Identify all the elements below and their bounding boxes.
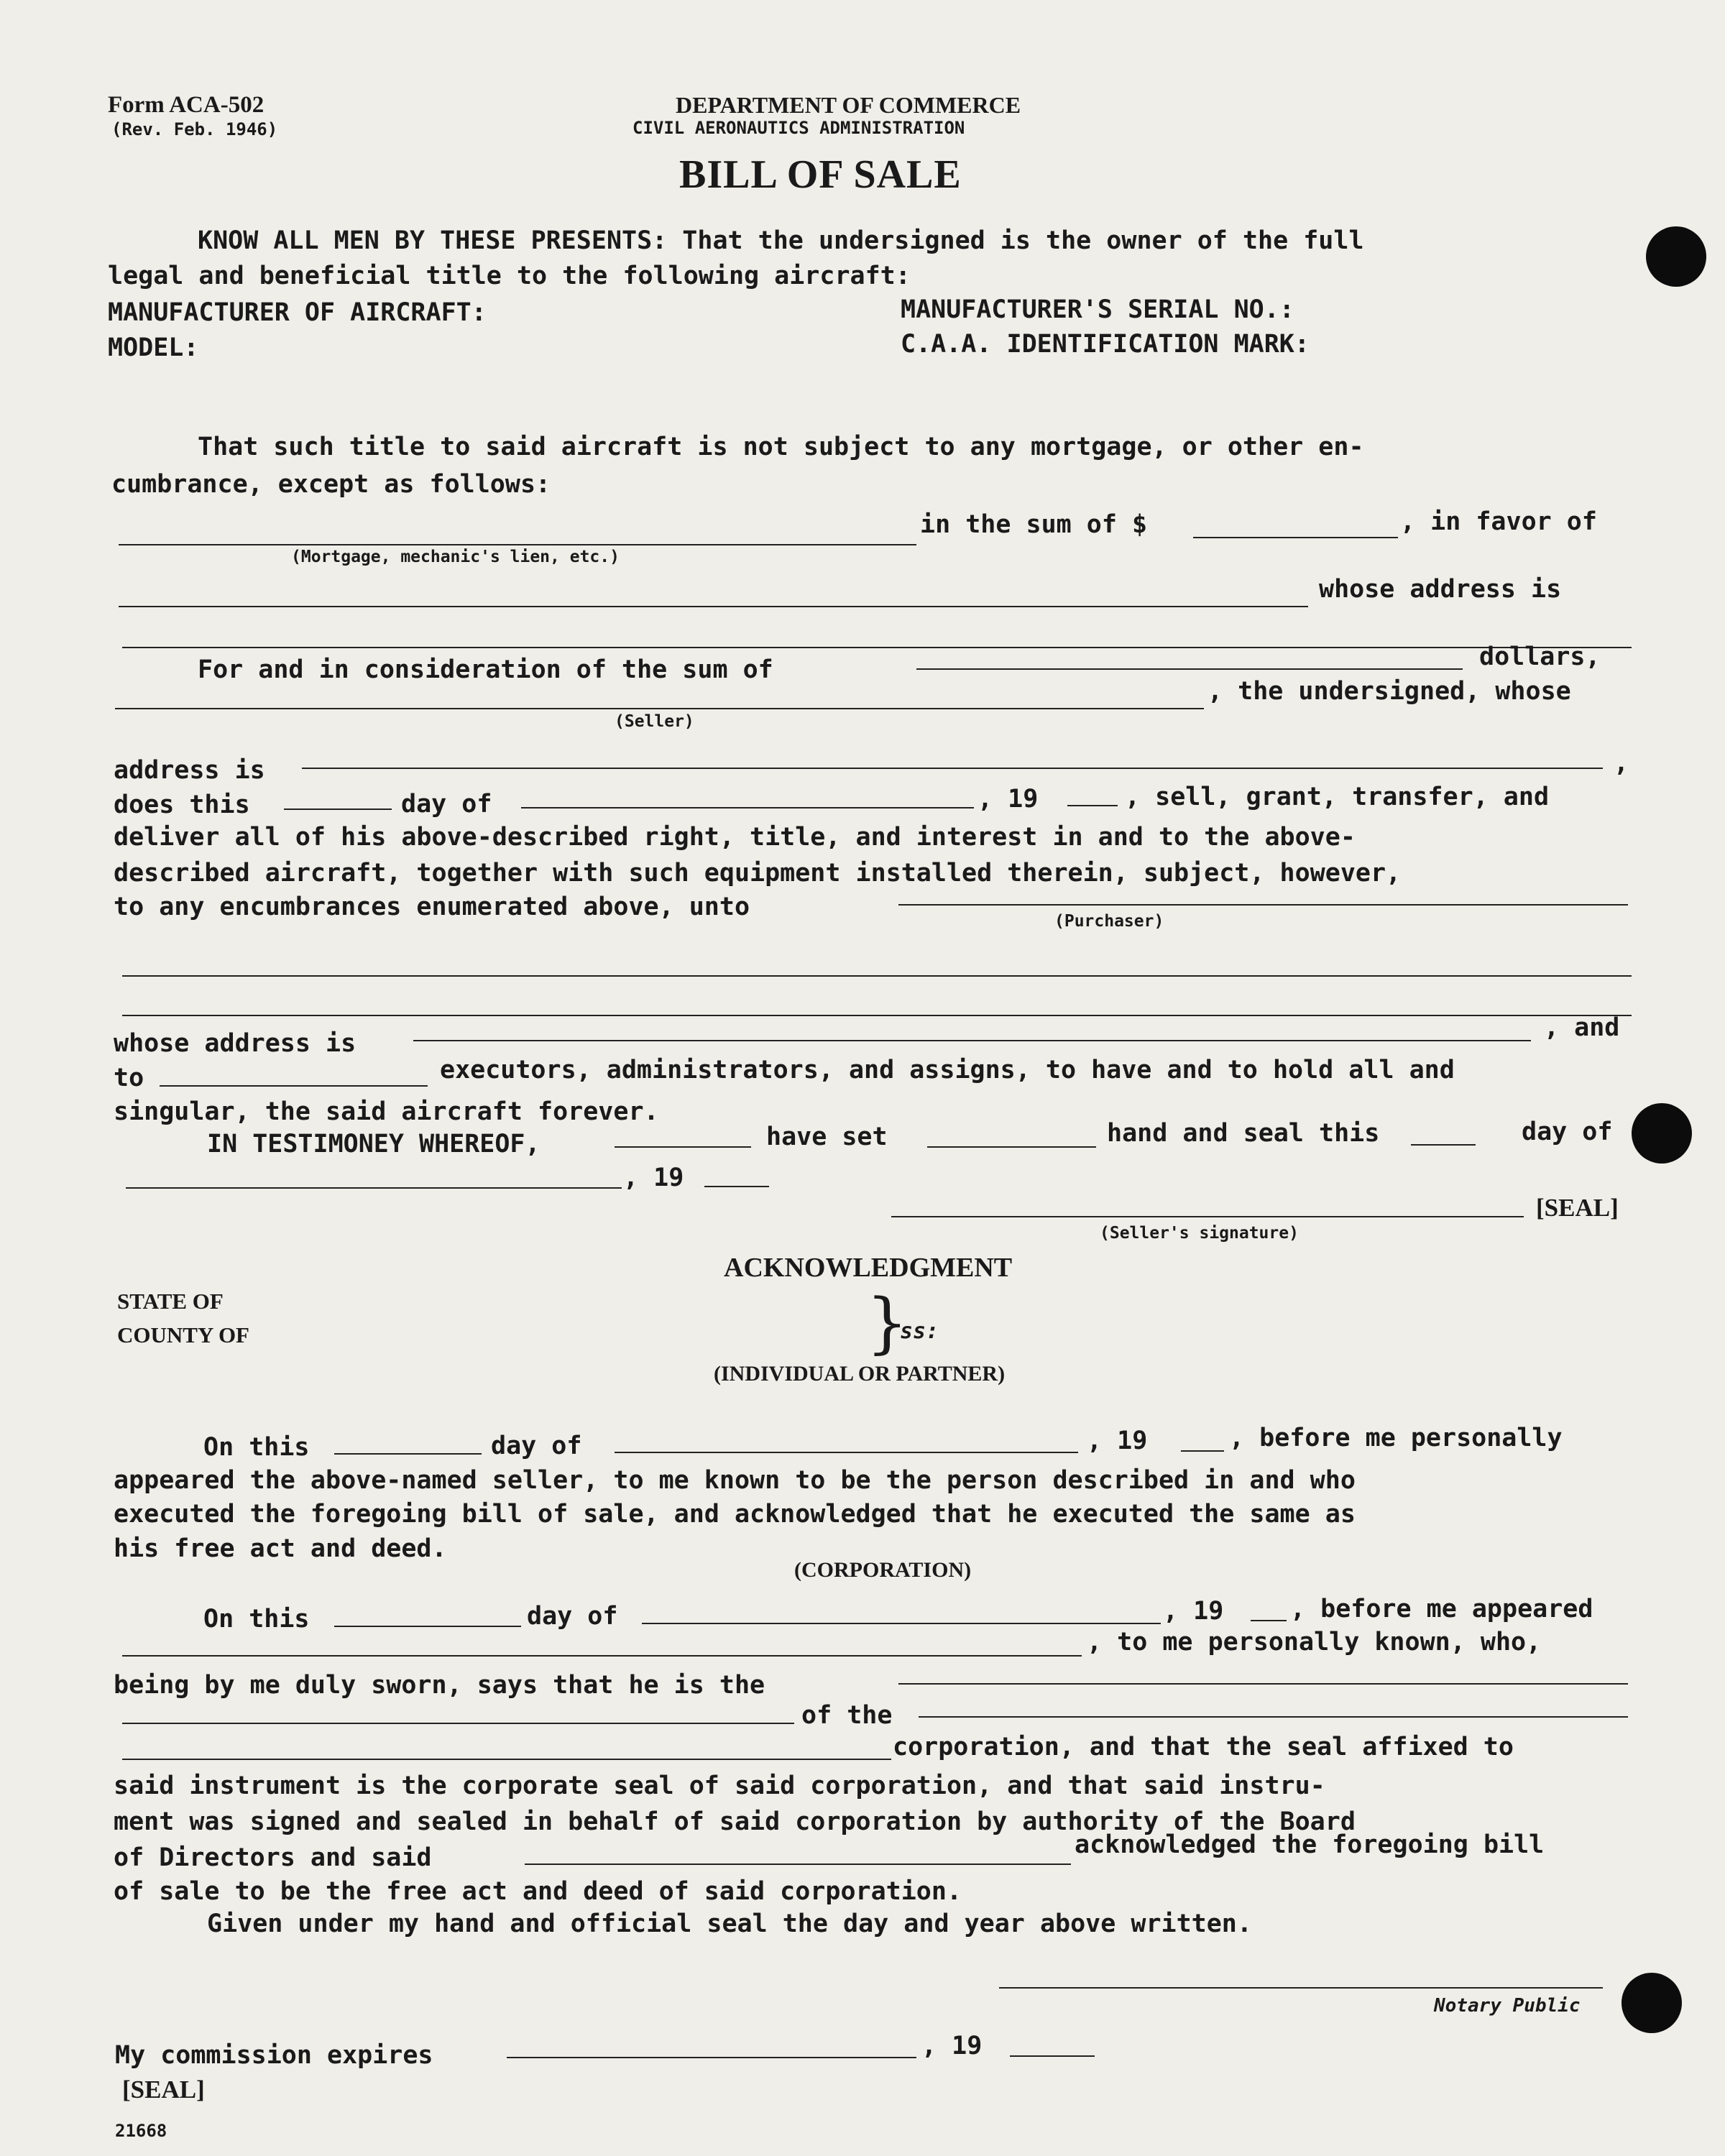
executors-line: executors, administrators, and assigns, to have and to hold all and	[440, 1056, 1455, 1084]
testimony-day-of-label: day of	[1522, 1118, 1613, 1146]
document-title: BILL OF SALE	[679, 152, 962, 197]
ind-month-line[interactable]	[615, 1452, 1078, 1453]
punch-hole	[1622, 1973, 1682, 2033]
purchaser-line-2[interactable]	[122, 975, 1632, 977]
encumbrance-line-2: cumbrance, except as follows:	[111, 470, 551, 499]
in-favor-of-label: , in favor of	[1400, 507, 1597, 536]
whose-address-label: whose address is	[1319, 575, 1562, 604]
ind-on-this-label: On this	[203, 1433, 310, 1462]
commission-year-line[interactable]	[1010, 2055, 1095, 2057]
sale-day-line[interactable]	[284, 808, 392, 810]
mortgage-line[interactable]	[119, 544, 916, 545]
notary-seal-label: [SEAL]	[122, 2076, 205, 2104]
undersigned-label: , the undersigned, whose	[1208, 677, 1571, 706]
acknowledgment-heading: ACKNOWLEDGMENT	[724, 1253, 1013, 1283]
testimony-name-line[interactable]	[615, 1146, 751, 1148]
testimony-year-line[interactable]	[704, 1186, 769, 1187]
corp-on-this-label: On this	[203, 1605, 310, 1634]
consideration-label: For and in consideration of the sum of	[198, 655, 773, 684]
being-sworn-label: being by me duly sworn, says that he is the	[114, 1671, 765, 1700]
corp-officer-name-line[interactable]	[122, 1655, 1082, 1657]
acknowledged-label: acknowledged the foregoing bill	[1075, 1830, 1545, 1859]
seller-caption: (Seller)	[615, 712, 694, 731]
department-name: DEPARTMENT OF COMMERCE	[676, 92, 1021, 118]
address-is-label: address is	[114, 756, 265, 785]
testimony-year-label: , 19	[623, 1164, 684, 1192]
testimony-month-line[interactable]	[126, 1187, 622, 1189]
described-line: described aircraft, together with such equipment installed therein, subject, however,	[114, 859, 1402, 888]
punch-hole	[1646, 226, 1706, 287]
corporation-heading: (CORPORATION)	[794, 1558, 972, 1582]
corp-year-line[interactable]	[1251, 1620, 1287, 1621]
corp-day-line[interactable]	[334, 1626, 521, 1627]
sell-grant-label: , sell, grant, transfer, and	[1125, 783, 1550, 811]
purchaser-caption: (Purchaser)	[1054, 912, 1164, 931]
manufacturer-label: MANUFACTURER OF AIRCRAFT:	[108, 298, 487, 327]
seller-line[interactable]	[115, 708, 1204, 709]
corp-line-2: ment was signed and sealed in behalf of said corporation by authority of the Board	[114, 1807, 1356, 1836]
ind-line-3: executed the foregoing bill of sale, and acknowledged that he executed the same as	[114, 1500, 1356, 1529]
sale-month-line[interactable]	[521, 807, 974, 808]
purchaser-address-line[interactable]	[413, 1040, 1531, 1041]
ind-day-line[interactable]	[334, 1453, 482, 1455]
address-comma: ,	[1614, 749, 1629, 778]
purchaser-address-label: whose address is	[114, 1029, 356, 1058]
favor-of-line[interactable]	[119, 606, 1308, 607]
corporation-name-line[interactable]	[919, 1716, 1628, 1718]
ind-day-of-label: day of	[491, 1432, 582, 1460]
seller-signature-line[interactable]	[891, 1216, 1524, 1217]
to-me-known-label: , to me personally known, who,	[1087, 1628, 1542, 1657]
seal-label: [SEAL]	[1536, 1194, 1619, 1222]
ind-year-line[interactable]	[1181, 1450, 1224, 1452]
dollars-label: dollars,	[1479, 642, 1601, 671]
sum-amount-line[interactable]	[1193, 537, 1398, 538]
seller-address-line[interactable]	[302, 768, 1603, 769]
punch-hole	[1632, 1103, 1692, 1164]
deliver-line: deliver all of his above-described right, title, and interest in and to the above-	[114, 823, 1356, 852]
heirs-line[interactable]	[160, 1085, 428, 1087]
to-any-line: to any encumbrances enumerated above, unto	[114, 893, 750, 921]
state-of-label: STATE OF	[117, 1289, 224, 1314]
testimony-label: IN TESTIMONEY WHEREOF,	[207, 1130, 540, 1158]
sale-year-label: , 19	[978, 785, 1039, 814]
officer-title-line-2[interactable]	[122, 1723, 794, 1724]
sale-year-line[interactable]	[1067, 805, 1118, 806]
signature-caption: (Seller's signature)	[1100, 1224, 1299, 1243]
before-me-label: , before me personally	[1229, 1424, 1563, 1452]
commission-label: My commission expires	[115, 2041, 433, 2070]
of-directors-label: of Directors and said	[114, 1843, 432, 1872]
encumbrance-line-1: That such title to said aircraft is not subject to any mortgage, or other en-	[198, 433, 1364, 461]
corp-month-line[interactable]	[642, 1623, 1161, 1624]
form-revision: (Rev. Feb. 1946)	[111, 119, 278, 139]
purchaser-line-3[interactable]	[122, 1015, 1632, 1016]
corp-seal-label: corporation, and that the seal affixed to	[893, 1733, 1514, 1761]
ss-label: ss:	[900, 1319, 939, 1344]
corp-before-label: , before me appeared	[1290, 1595, 1593, 1623]
serial-label: MANUFACTURER'S SERIAL NO.:	[901, 295, 1294, 324]
testimony-day-line[interactable]	[1411, 1144, 1476, 1146]
corp-line-3: of sale to be the free act and deed of said corporation.	[114, 1877, 962, 1906]
notary-caption: Notary Public	[1434, 1995, 1581, 2017]
model-label: MODEL:	[108, 333, 199, 362]
officer-name-line[interactable]	[525, 1864, 1071, 1865]
corp-year-label: , 19	[1163, 1597, 1224, 1626]
brace-mark: }	[866, 1284, 908, 1361]
corp-line-1: said instrument is the corporate seal of said corporation, and that said instru-	[114, 1772, 1325, 1800]
intro-line-2: legal and beneficial title to the following aircraft:	[108, 262, 911, 290]
of-the-label: of the	[801, 1701, 893, 1730]
favor-address-line[interactable]	[122, 647, 1632, 648]
intro-line-1: KNOW ALL MEN BY THESE PRESENTS: That the undersigned is the owner of the full	[198, 226, 1364, 255]
ind-year-label: , 19	[1087, 1427, 1148, 1455]
sum-of-label: in the sum of $	[920, 510, 1148, 539]
mortgage-caption: (Mortgage, mechanic's lien, etc.)	[291, 548, 620, 566]
officer-title-line[interactable]	[898, 1683, 1628, 1685]
administration-name: CIVIL AERONAUTICS ADMINISTRATION	[632, 118, 965, 138]
to-label: to	[114, 1064, 144, 1092]
testimony-possessive-line[interactable]	[927, 1146, 1096, 1148]
ind-line-4: his free act and deed.	[114, 1534, 447, 1563]
form-number: Form ACA-502	[108, 92, 264, 118]
caa-mark-label: C.A.A. IDENTIFICATION MARK:	[901, 330, 1310, 359]
county-of-label: COUNTY OF	[117, 1322, 249, 1348]
commission-year-label: , 19	[921, 2032, 983, 2060]
given-under-line: Given under my hand and official seal the day and year above written.	[207, 1909, 1252, 1938]
singular-line: singular, the said aircraft forever.	[114, 1097, 659, 1126]
does-this-label: does this	[114, 791, 250, 819]
commission-date-line[interactable]	[507, 2057, 916, 2058]
ind-line-2: appeared the above-named seller, to me known to be the person described in and who	[114, 1466, 1356, 1495]
notary-signature-line[interactable]	[999, 1987, 1603, 1989]
consideration-sum-line[interactable]	[916, 668, 1463, 670]
purchaser-line[interactable]	[898, 904, 1628, 906]
individual-heading: (INDIVIDUAL OR PARTNER)	[714, 1362, 1006, 1386]
footer-number: 21668	[115, 2121, 167, 2141]
corp-day-of-label: day of	[527, 1602, 618, 1631]
sale-day-of-label: day of	[401, 790, 492, 819]
corporation-name-line-2[interactable]	[122, 1759, 891, 1760]
have-set-label: have set	[766, 1123, 888, 1151]
hand-seal-label: hand and seal this	[1107, 1119, 1380, 1148]
and-label: , and	[1544, 1013, 1620, 1042]
